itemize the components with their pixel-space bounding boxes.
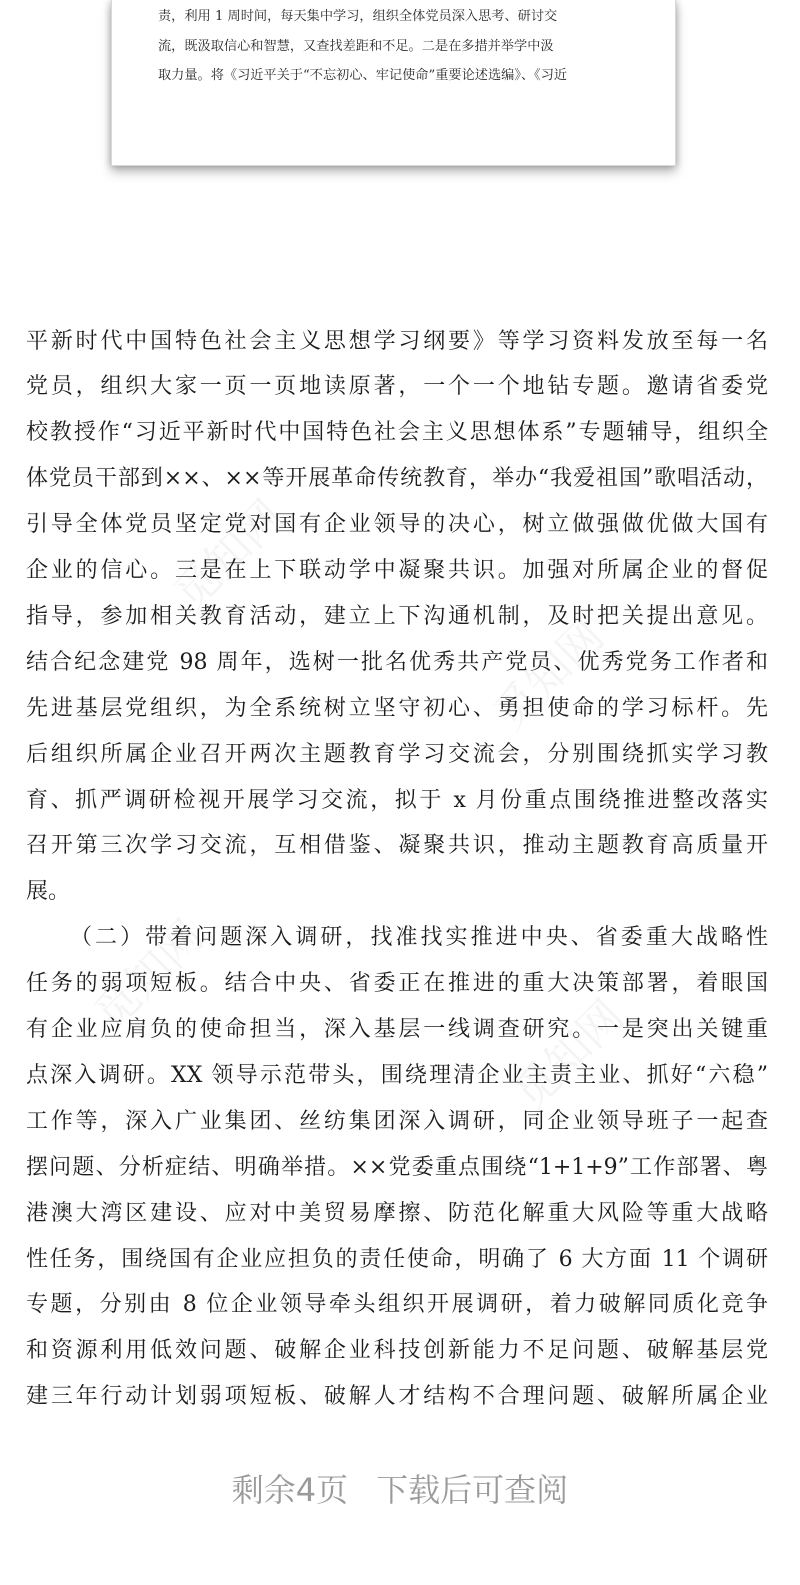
body-text-line: 性任务，围绕国有企业应担负的责任使命，明确了 6 大方面 11 个调研 — [26, 1247, 768, 1272]
page-preview-card — [111, 0, 676, 166]
body-text-line: 和资源利用低效问题、破解企业科技创新能力不足问题、破解基层党 — [26, 1338, 768, 1363]
body-text-line: 摆问题、分析症结、明确举措。××党委重点围绕“1+1+9”工作部署、粤 — [26, 1155, 768, 1180]
body-text-line: 有企业应肩负的使命担当，深入基层一线调查研究。一是突出关键重 — [26, 1017, 768, 1042]
body-text-line: 引导全体党员坚定党对国有企业领导的决心，树立做强做优做大国有 — [26, 512, 768, 537]
preview-text-line: 责，利用 1 周时间，每天集中学习，组织全体党员深入思考、研讨交 — [158, 9, 558, 24]
body-text-line: 任务的弱项短板。结合中央、省委正在推进的重大决策部署，着眼国 — [26, 971, 768, 996]
body-text-line: 建三年行动计划弱项短板、破解人才结构不合理问题、破解所属企业 — [26, 1384, 768, 1409]
watermark: 觅知网 — [84, 910, 214, 1040]
body-text-line: 港澳大湾区建设、应对中美贸易摩擦、防范化解重大风险等重大战略 — [26, 1201, 768, 1226]
body-text-line: 展。 — [26, 879, 71, 904]
body-text-line: 点深入调研。XX 领导示范带头，围绕理清企业主责主业、抓好“六稳” — [26, 1063, 768, 1088]
download-to-view-label: 下载后可查阅 — [376, 1471, 569, 1509]
body-text-line: 后组织所属企业召开两次主题教育学习交流会，分别围绕抓实学习教 — [26, 742, 768, 767]
remaining-pages-label: 剩余4页 — [231, 1471, 349, 1509]
body-text-line: 工作等，深入广业集团、丝纺集团深入调研，同企业领导班子一起查 — [26, 1109, 768, 1134]
watermark: 觅知网 — [504, 990, 634, 1120]
body-text-line: 专题，分别由 8 位企业领导牵头组织开展调研，着力破解同质化竞争 — [26, 1292, 768, 1317]
body-text-line: 指导，参加相关教育活动，建立上下沟通机制，及时把关提出意见。 — [26, 604, 768, 629]
body-text-line: 结合纪念建党 98 周年，选树一批名优秀共产党员、优秀党务工作者和 — [26, 650, 768, 675]
remaining-pages-prompt[interactable] — [0, 1466, 800, 1514]
body-text-line: 平新时代中国特色社会主义思想学习纲要》等学习资料发放至每一名 — [26, 329, 768, 354]
body-text-line: 育、抓严调研检视开展学习交流，拟于 x 月份重点围绕推进整改落实 — [26, 788, 768, 813]
body-text-line: 党员，组织大家一页一页地读原著，一个一个地钻专题。邀请省委党 — [26, 374, 768, 399]
watermark: 觅知网 — [484, 610, 614, 740]
body-text-line: 召开第三次学习交流，互相借鉴、凝聚共识，推动主题教育高质量开 — [26, 833, 768, 858]
body-text-line: 企业的信心。三是在上下联动学中凝聚共识。加强对所属企业的督促 — [26, 558, 768, 583]
section-heading-line: （二）带着问题深入调研，找准找实推进中央、省委重大战略性 — [70, 925, 768, 950]
body-text-line: 体党员干部到××、××等开展革命传统教育，举办“我爱祖国”歌唱活动， — [26, 466, 768, 491]
watermark: 觅知网 — [164, 490, 294, 620]
preview-text-line: 取力量。将《习近平关于“不忘初心、牢记使命”重要论述选编》、《习近 — [158, 68, 568, 83]
preview-text-line: 流，既汲取信心和智慧，又查找差距和不足。二是在多措并举学中汲 — [158, 39, 554, 54]
body-text-line: 校教授作“习近平新时代中国特色社会主义思想体系”专题辅导，组织全 — [26, 420, 768, 445]
body-text-line: 先进基层党组织，为全系统树立坚守初心、勇担使命的学习标杆。先 — [26, 696, 768, 721]
